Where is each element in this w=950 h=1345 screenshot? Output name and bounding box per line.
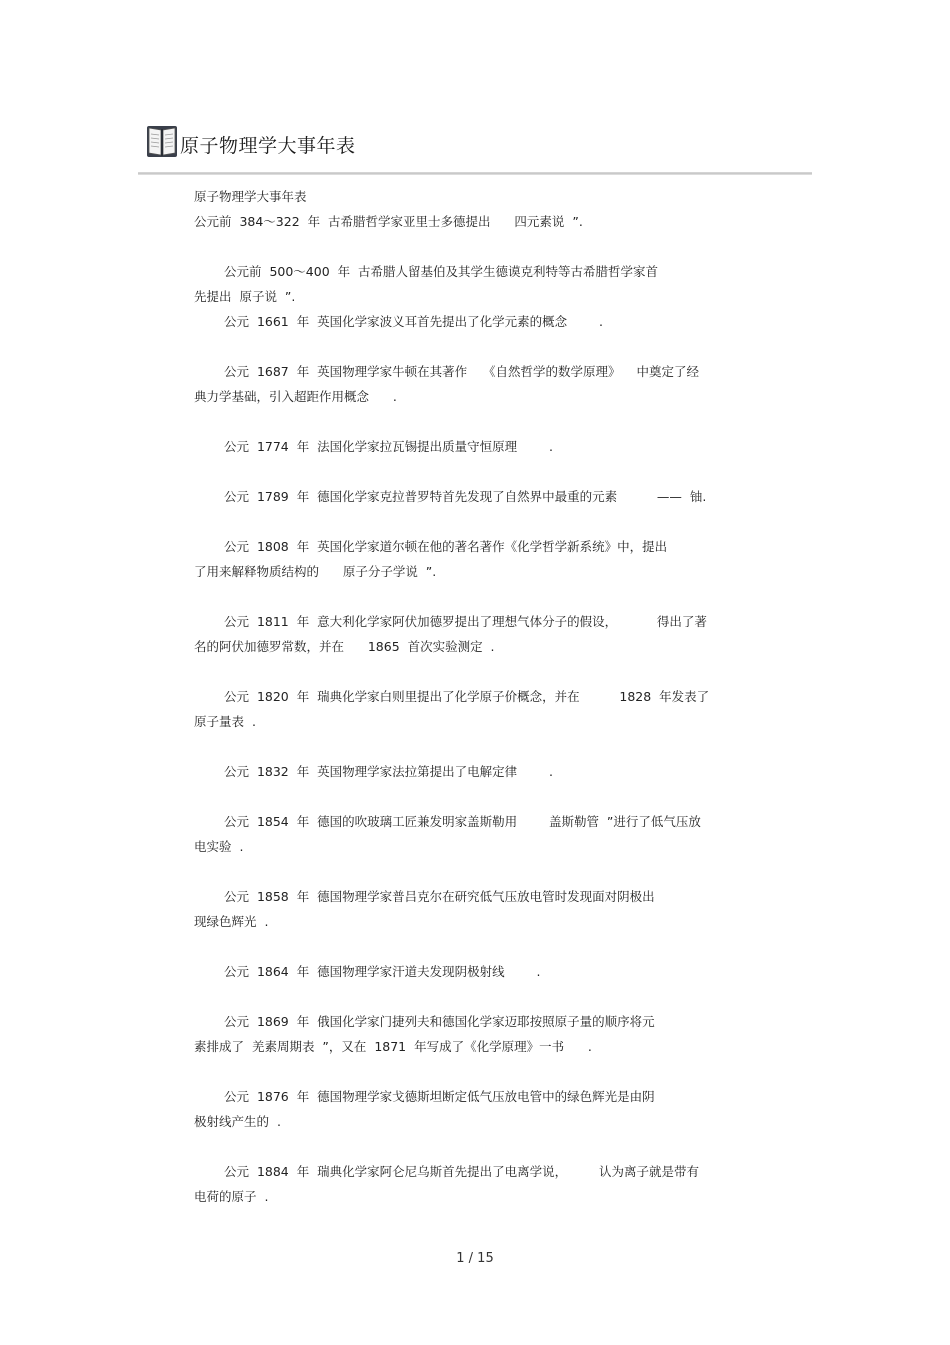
timeline-entry bbox=[194, 259, 754, 309]
timeline-entry bbox=[194, 809, 754, 859]
book-icon bbox=[146, 123, 178, 159]
text-line: 公元 1661 年 英国化学家波义耳首先提出了化学元素的概念 . bbox=[224, 314, 603, 329]
timeline-entry bbox=[194, 1009, 754, 1059]
text-line: 极射线产生的 . bbox=[194, 1114, 281, 1129]
text-line: 电实验 . bbox=[194, 839, 244, 854]
text-line: 典力学基础，引入超距作用概念 . bbox=[194, 389, 397, 404]
text-line: 公元 1687 年 英国物理学家牛顿在其著作 《自然哲学的数学原理》 中奠定了经 bbox=[224, 364, 699, 379]
text-line: 公元 1832 年 英国物理学家法拉第提出了电解定律 . bbox=[224, 764, 553, 779]
timeline-entry bbox=[194, 534, 754, 584]
text-line: 公元 1774 年 法国化学家拉瓦锡提出质量守恒原理 . bbox=[224, 439, 553, 454]
header-divider bbox=[138, 172, 812, 175]
timeline-entry bbox=[194, 484, 754, 509]
text-line: 现绿色辉光 . bbox=[194, 914, 269, 929]
subtitle-line: 原子物理学大事年表 bbox=[194, 189, 307, 204]
text-line: 公元 1864 年 德国物理学家汗道夫发现阴极射线 . bbox=[224, 964, 541, 979]
text-line: 先提出 原子说 ”. bbox=[194, 289, 296, 304]
document-body bbox=[194, 184, 754, 1234]
timeline-entry bbox=[194, 309, 754, 334]
timeline-entry bbox=[194, 359, 754, 409]
text-line: 公元 1858 年 德国物理学家普吕克尔在研究低气压放电管时发现面对阴极出 bbox=[224, 889, 655, 904]
text-line: 公元前 384～322 年 古希腊哲学家亚里士多德提出 四元素说 ”. bbox=[194, 214, 583, 229]
text-line: 素排成了 羌素周期表 ”，又在 1871 年写成了《化学原理》一书 . bbox=[194, 1039, 592, 1054]
text-line: 电荷的原子 . bbox=[194, 1189, 269, 1204]
timeline-entry bbox=[194, 1084, 754, 1134]
text-line: 了用来解释物质结构的 原子分子学说 ”. bbox=[194, 564, 437, 579]
timeline-entry bbox=[194, 609, 754, 659]
text-line: 公元 1820 年 瑞典化学家白则里提出了化学原子价概念，并在 1828 年发表了 bbox=[224, 689, 710, 704]
text-line: 公元 1789 年 德国化学家克拉普罗特首先发现了自然界中最重的元素 —— 铀. bbox=[224, 489, 707, 504]
timeline-entry bbox=[194, 959, 754, 984]
text-line: 公元 1876 年 德国物理学家戈德斯坦断定低气压放电管中的绿色辉光是由阴 bbox=[224, 1089, 655, 1104]
text-line: 公元前 500～400 年 古希腊人留基伯及其学生德谟克利特等古希腊哲学家首 bbox=[224, 264, 659, 279]
timeline-entry bbox=[194, 759, 754, 784]
text-line: 原子量表 . bbox=[194, 714, 256, 729]
text-line: 公元 1884 年 瑞典化学家阿仑尼乌斯首先提出了电离学说， 认为离子就是带有 bbox=[224, 1164, 699, 1179]
text-line: 公元 1869 年 俄国化学家门捷列夫和德国化学家迈耶按照原子量的顺序将元 bbox=[224, 1014, 655, 1029]
timeline-entry bbox=[194, 1159, 754, 1209]
text-line: 公元 1854 年 德国的吹玻璃工匠兼发明家盖斯勒用 盖斯勒管 ”进行了低气压放 bbox=[224, 814, 701, 829]
page-number: 1 / 15 bbox=[456, 1251, 494, 1266]
paragraph-intro bbox=[194, 184, 754, 234]
text-line: 名的阿伏加德罗常数，并在 1865 首次实验测定 . bbox=[194, 639, 495, 654]
page-title: 原子物理学大事年表 bbox=[180, 134, 356, 157]
text-line: 公元 1811 年 意大利化学家阿伏加德罗提出了理想气体分子的假设， 得出了著 bbox=[224, 614, 707, 629]
document-header bbox=[146, 121, 356, 161]
text-line: 公元 1808 年 英国化学家道尔顿在他的著名著作《化学哲学新系统》中，提出 bbox=[224, 539, 668, 554]
timeline-entry bbox=[194, 684, 754, 734]
timeline-entry bbox=[194, 884, 754, 934]
timeline-entry bbox=[194, 434, 754, 459]
